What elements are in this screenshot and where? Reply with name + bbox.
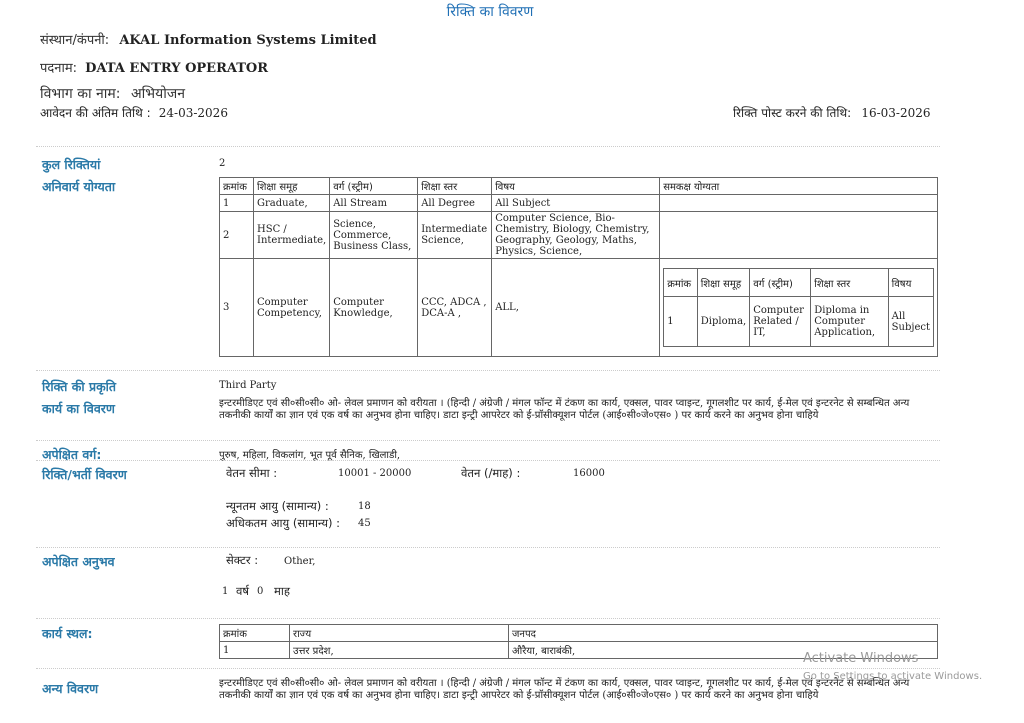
last-date-row bbox=[40, 104, 228, 121]
work-description: इन्टरमीडिएट एवं सी०सी०सी० ओ- लेवल प्रमाणन को वरीयता । (हिन्दी / अंग्रेजी / मंगल फॉन्ट में टंकण का कार्य, एक्सल, पावर प्वाइन्ट, गूगलशीट पर कार्य, ई-मेल एवं इन्टरनेट से सम्बन्धित अन्य तकनीकी कार्यों का ज्ञान एवं एक वर्ष का अनुभव होना चाहिए। डाटा इन्ट्री आपरेटर को ई-प्रॉसीक्यूशन पोर्टल (आई०सी०जे०एस० ) पर कार्य करने का अनुभव होना चाहिये bbox=[219, 398, 910, 421]
location-label: कार्य स्थल: bbox=[42, 626, 93, 641]
pay-range-value: 10001 - 20000 bbox=[338, 468, 412, 479]
activate-windows-title: Activate Windows bbox=[803, 651, 919, 666]
post-name: DATA ENTRY OPERATOR bbox=[85, 61, 269, 76]
table-cell: Diploma, bbox=[697, 297, 749, 347]
divider bbox=[36, 460, 940, 461]
equivalent-table bbox=[663, 268, 934, 347]
dept-label: विभाग का नाम: bbox=[40, 86, 121, 102]
category-label: अपेक्षित वर्ग: bbox=[42, 447, 102, 462]
experience-label: अपेक्षित अनुभव bbox=[42, 554, 115, 569]
dept-name: अभियोजन bbox=[130, 86, 186, 102]
col-header: शिक्षा स्तर bbox=[811, 269, 888, 297]
page-title: रिक्ति का विवरण bbox=[446, 4, 534, 20]
qualification-table bbox=[219, 177, 938, 357]
activate-windows-subtitle: Go to Settings to activate Windows. bbox=[803, 671, 983, 682]
other-label: अन्य विवरण bbox=[42, 681, 99, 696]
post-row bbox=[40, 58, 268, 76]
table-row bbox=[220, 212, 938, 259]
pay-range-label: वेतन सीमा : bbox=[226, 466, 278, 480]
col-header: विषय bbox=[492, 178, 660, 195]
post-date-row bbox=[733, 104, 931, 121]
table-cell: All Subject bbox=[492, 195, 660, 212]
dept-row bbox=[40, 84, 185, 103]
min-age-label: न्यूनतम आयु (सामान्य) : bbox=[226, 499, 329, 513]
experience-months: 0 bbox=[257, 586, 264, 597]
col-header: समकक्ष योग्यता bbox=[660, 178, 938, 195]
table-cell: ALL, bbox=[492, 259, 660, 357]
col-header: शिक्षा समूह bbox=[697, 269, 749, 297]
table-cell: उत्तर प्रदेश, bbox=[290, 642, 509, 659]
table-cell: Computer Knowledge, bbox=[330, 259, 418, 357]
table-cell: Computer Competency, bbox=[254, 259, 330, 357]
table-cell: 1 bbox=[220, 642, 290, 659]
col-header: विषय bbox=[888, 269, 933, 297]
pay-value: 16000 bbox=[573, 468, 605, 479]
months-label: माह bbox=[274, 584, 290, 598]
col-header: क्रमांक bbox=[220, 178, 254, 195]
col-header: वर्ग (स्ट्रीम) bbox=[330, 178, 418, 195]
company-label: संस्थान/कंपनी: bbox=[40, 33, 110, 48]
work-label: कार्य का विवरण bbox=[42, 401, 115, 416]
equivalent-header-row bbox=[664, 269, 934, 297]
qualification-label: अनिवार्य योग्यता bbox=[42, 179, 116, 194]
table-row bbox=[664, 297, 934, 347]
equivalent-cell bbox=[660, 259, 938, 357]
col-header: शिक्षा समूह bbox=[254, 178, 330, 195]
company-row bbox=[40, 30, 377, 48]
table-cell: 2 bbox=[220, 212, 254, 259]
last-date-value: 24-03-2026 bbox=[158, 106, 228, 120]
table-cell: Computer Science, Bio-Chemistry, Biology, Chemistry, Geography, Geology, Maths, Physics, Science, bbox=[492, 212, 660, 259]
qualification-header-row bbox=[220, 178, 938, 195]
sector-value: Other, bbox=[284, 556, 316, 567]
post-label: पदनाम: bbox=[40, 61, 78, 76]
table-cell bbox=[660, 195, 938, 212]
col-header: शिक्षा स्तर bbox=[418, 178, 492, 195]
post-date-label: रिक्ति पोस्ट करने की तिथि: bbox=[733, 106, 852, 120]
col-header: जनपद bbox=[509, 625, 938, 642]
divider bbox=[36, 618, 940, 619]
total-value: 2 bbox=[219, 158, 226, 169]
total-label: कुल रिक्तियां bbox=[42, 157, 101, 172]
company-name: AKAL Information Systems Limited bbox=[119, 33, 377, 48]
table-cell: 3 bbox=[220, 259, 254, 357]
pay-label: वेतन (/माह) : bbox=[461, 466, 521, 480]
max-age-value: 45 bbox=[358, 518, 371, 529]
table-row bbox=[220, 195, 938, 212]
recruit-label: रिक्ति/भर्ती विवरण bbox=[42, 467, 127, 482]
experience-years: 1 bbox=[222, 586, 229, 597]
table-cell: Graduate, bbox=[254, 195, 330, 212]
table-cell: Diploma in Computer Application, bbox=[811, 297, 888, 347]
col-header: क्रमांक bbox=[220, 625, 290, 642]
divider bbox=[36, 370, 940, 371]
table-cell: HSC / Intermediate, bbox=[254, 212, 330, 259]
nature-label: रिक्ति की प्रकृति bbox=[42, 379, 117, 394]
table-cell: Science, Commerce, Business Class, bbox=[330, 212, 418, 259]
divider bbox=[36, 547, 940, 548]
sector-label: सेक्टर : bbox=[226, 553, 259, 567]
max-age-label: अधिकतम आयु (सामान्य) : bbox=[226, 516, 341, 530]
table-cell: All Subject bbox=[888, 297, 933, 347]
col-header: वर्ग (स्ट्रीम) bbox=[750, 269, 811, 297]
table-cell: All Degree bbox=[418, 195, 492, 212]
location-header-row bbox=[220, 625, 938, 642]
table-cell bbox=[660, 212, 938, 259]
last-date-label: आवेदन की अंतिम तिथि : bbox=[40, 106, 151, 120]
category-value: पुरुष, महिला, विकलांग, भूत पूर्व सैनिक, खिलाडी, bbox=[219, 450, 401, 461]
table-cell: All Stream bbox=[330, 195, 418, 212]
divider bbox=[36, 668, 940, 669]
col-header: राज्य bbox=[290, 625, 509, 642]
divider bbox=[36, 440, 940, 441]
other-description: इन्टरमीडिएट एवं सी०सी०सी० ओ- लेवल प्रमाणन को वरीयता । (हिन्दी / अंग्रेजी / मंगल फॉन्ट में टंकण का कार्य, एक्सल, पावर प्वाइन्ट, गूगलशीट पर कार्य, ई-मेल एवं इन्टरनेट से सम्बन्धित अन्य तकनीकी कार्यों का ज्ञान एवं एक वर्ष का अनुभव होना चाहिए। डाटा इन्ट्री आपरेटर को ई-प्रॉसीक्यूशन पोर्टल (आई०सी०जे०एस० ) पर कार्य करने का अनुभव होना चाहिये bbox=[219, 678, 910, 701]
table-cell: औरैया, बाराबंकी, bbox=[509, 642, 938, 659]
table-row bbox=[220, 259, 938, 357]
table-cell: Intermediate Science, bbox=[418, 212, 492, 259]
table-cell: 1 bbox=[220, 195, 254, 212]
divider bbox=[36, 146, 940, 147]
nature-value: Third Party bbox=[219, 380, 277, 391]
min-age-value: 18 bbox=[358, 501, 371, 512]
post-date-value: 16-03-2026 bbox=[861, 106, 931, 120]
table-cell: CCC, ADCA , DCA-A , bbox=[418, 259, 492, 357]
table-cell: 1 bbox=[664, 297, 698, 347]
years-label: वर्ष bbox=[236, 584, 250, 598]
col-header: क्रमांक bbox=[664, 269, 698, 297]
table-cell: Computer Related / IT, bbox=[750, 297, 811, 347]
